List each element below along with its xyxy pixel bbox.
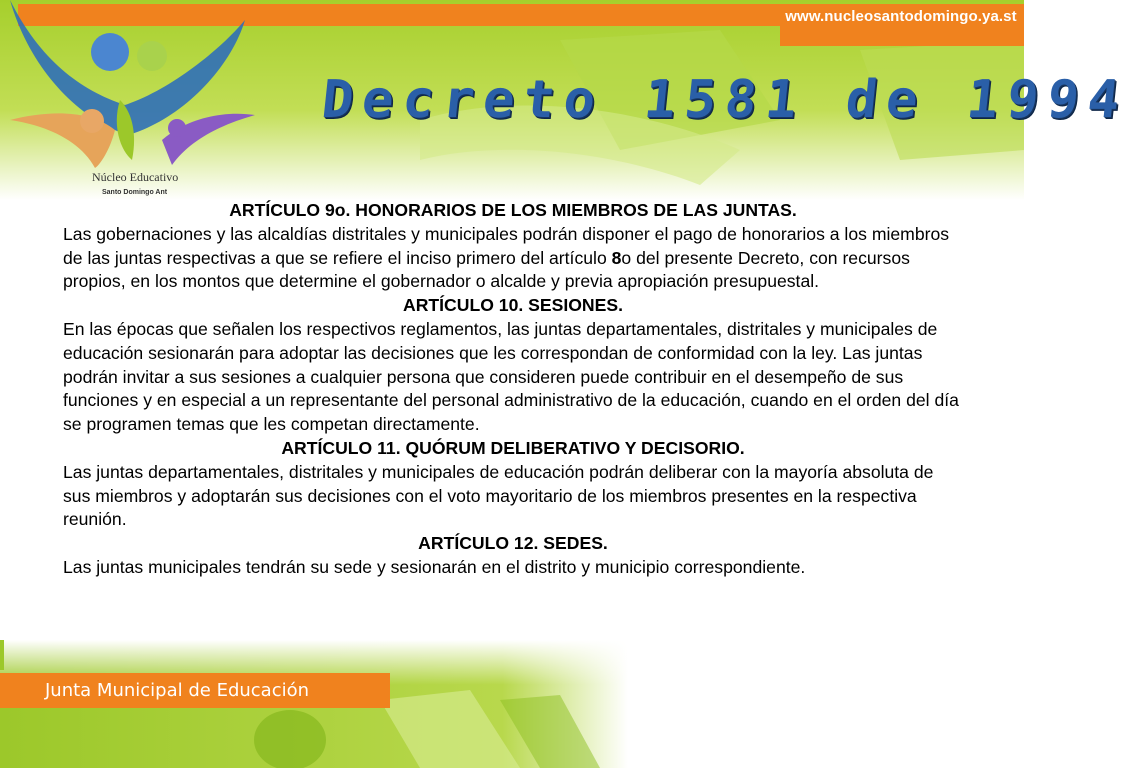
article-body: Las juntas municipales tendrán su sede y sesionarán en el distrito y municipio correspondiente. [63, 556, 806, 577]
page-title: Decreto 1581 de 1994 [318, 70, 1131, 130]
article-body [63, 223, 963, 294]
article-body: En las épocas que señalen los respectivos reglamentos, las juntas departamentales, distritales y municipales de educación sesionarán para adoptar las decisiones que les correspondan de conformidad con la ley. Las juntas podrán invitar a sus sesiones a cualquier persona que consideren puede contribuir en el desempeño de sus funciones y en especial a un representante del personal administrativo de la educación, cuando en el orden del día se programen temas que les competan directamente. [63, 318, 959, 435]
article-reference: 8 [611, 247, 622, 268]
article-body-text: o del presente Decreto, con recursos propios, en los montos que determine el gobernador o alcalde y previa apropiación presupuestal. [63, 247, 910, 292]
article-heading: ARTÍCULO 10. SESIONES. [403, 295, 623, 316]
article-body: Las juntas departamentales, distritales y municipales de educación podrán deliberar con la mayoría absoluta de sus miembros y adoptarán sus decisiones con el voto mayoritario de los miembros presentes en la respectiva reunión. [63, 461, 934, 530]
article-heading: ARTÍCULO 11. QUÓRUM DELIBERATIVO Y DECISORIO. [281, 437, 745, 458]
decree-content [63, 199, 963, 580]
logo-name: Núcleo Educativo [92, 170, 179, 184]
footer-label: Junta Municipal de Educación [45, 680, 310, 701]
article-heading: ARTÍCULO 12. SEDES. [418, 533, 608, 554]
logo-subtitle: Santo Domingo Ant [102, 189, 168, 196]
site-url: www.nucleosantodomingo.ya.st [785, 8, 1017, 25]
article-body-text: Las gobernaciones y las alcaldías distritales y municipales podrán disponer el pago de honorarios a los miembros de las juntas respectivas a que se refiere el inciso primero del artículo [63, 223, 950, 268]
article-heading: ARTÍCULO 9o. HONORARIOS DE LOS MIEMBROS DE LAS JUNTAS. [229, 200, 797, 220]
